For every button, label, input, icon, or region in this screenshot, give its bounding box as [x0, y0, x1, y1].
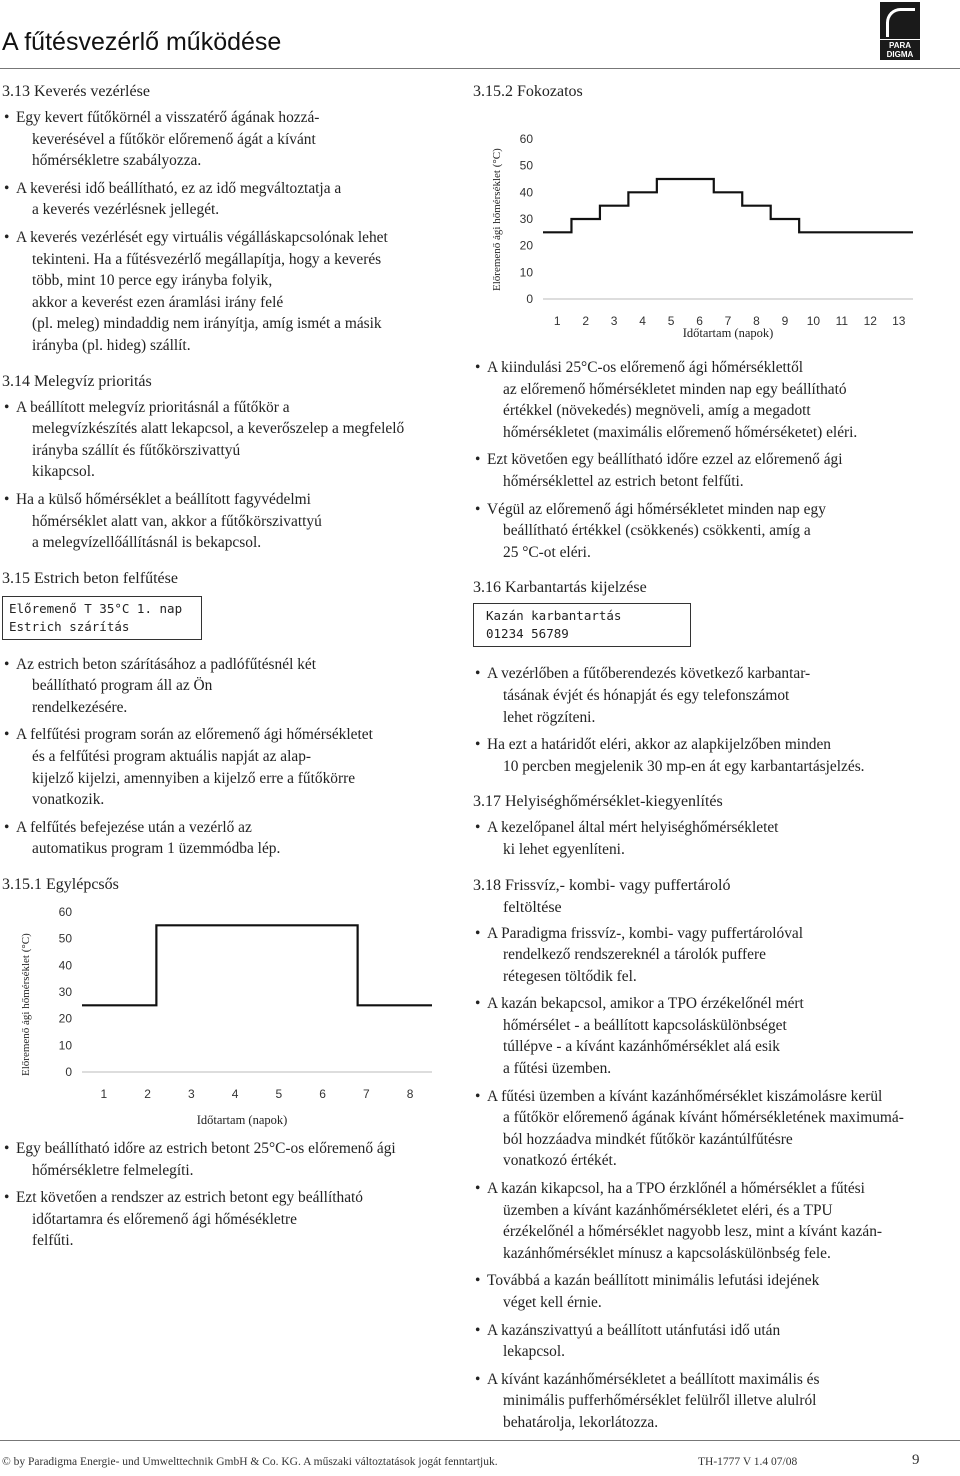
x-tick-label: 6	[696, 314, 703, 327]
list-item-line: beállítható értékkel (csökkenés) csökkenti, amíg a	[503, 522, 811, 540]
section-3-18-title: 3.18 Frissvíz,- kombi- vagy puffertároló feltöltése	[473, 876, 731, 916]
x-tick-label: 2	[582, 314, 590, 327]
display-line-2: 01234 56789	[486, 626, 569, 642]
list-item-line: időtartamra és előremenő ági hőmésékletre	[32, 1210, 297, 1228]
list-item-line: a fűtési üzemben.	[503, 1060, 612, 1078]
chart-egylepcsos	[2, 896, 442, 1132]
section-3-17-list	[473, 817, 923, 860]
x-tick-label: 10	[806, 314, 821, 327]
y-tick-label: 10	[519, 265, 533, 280]
list-item	[2, 227, 460, 357]
section-3-15-1-list	[2, 1138, 460, 1252]
list-item	[473, 663, 923, 728]
series-line	[543, 179, 913, 232]
list-item-line: • Egy beállítható időre az estrich betont 25°C-os előremenő ági	[16, 1140, 396, 1158]
x-tick-label: 9	[781, 314, 789, 327]
list-item-line: minimális pufferhőmérséklet felülről illetve alulról	[503, 1392, 817, 1410]
list-item-line: • Egy kevert fűtőkörnél a visszatérő ágának hozzá-	[16, 109, 320, 126]
list-item-line: hőmérséklet alatt van, akkor a fűtőkörszivattyú	[32, 512, 322, 530]
x-tick-label: 5	[275, 1087, 283, 1102]
list-item	[473, 1320, 923, 1363]
list-item-line: hőmérsékletet (maximális előremenő hőmérséketet) eléri.	[503, 423, 858, 441]
list-item-line: behatárolja, lekorlátozza.	[503, 1413, 659, 1431]
x-tick-label: 13	[892, 314, 906, 327]
list-item-line: a melegvízellőállításnál is bekapcsol.	[32, 534, 262, 552]
section-3-18-list	[473, 923, 923, 1434]
list-item-line: 25 °C-ot eléri.	[503, 543, 591, 561]
list-item	[2, 654, 460, 719]
list-item-line: • A Paradigma frissvíz-, kombi- vagy puffertárolóval	[487, 924, 803, 942]
x-tick-label: 3	[610, 314, 618, 327]
x-tick-label: 5	[667, 314, 675, 327]
list-item	[2, 178, 460, 221]
chart-fokozatos-plot	[473, 103, 923, 327]
list-item	[473, 499, 923, 564]
x-tick-label: 4	[231, 1087, 239, 1102]
list-item-line: • Az estrich beton szárításához a padlófűtésnél két	[16, 655, 316, 673]
list-item-line: melegvízkészítés alatt lekapcsol, a keverőszelep a megfelelő	[32, 420, 405, 438]
list-item-line: (pl. meleg) mindaddig nem irányítja, amíg ismét a másik	[32, 315, 382, 333]
list-item-line: • A beállított melegvíz prioritásnál a fűtőkör a	[16, 398, 290, 416]
section-3-15-2-list	[473, 357, 923, 563]
list-item-line: tekinteni. Ha a fűtésvezérlő megállapítja, hogy a keverés	[32, 250, 382, 268]
list-item	[473, 923, 923, 988]
list-item-line: 10 percben megjelenik 30 mp-en át egy karbantartásjelzés.	[503, 757, 865, 775]
list-item-line: értékkel (növekedés) megnöveli, amíg a megadott	[503, 402, 811, 420]
list-item	[473, 1270, 923, 1313]
section-3-14-title: 3.14 Melegvíz prioritás	[2, 372, 152, 390]
chart-egylepcsos-plot	[2, 896, 442, 1106]
list-item-line: • Ezt követően egy beállítható időre ezzel az előremenő ági	[487, 451, 843, 469]
chart-fokozatos	[473, 103, 923, 349]
list-item-line: • Ezt követően a rendszer az estrich betont egy beállítható	[16, 1189, 363, 1207]
section-3-13-list	[2, 107, 460, 357]
list-item-line: kikapcsol.	[32, 463, 95, 481]
list-item-line: beállítható program áll az Ön	[32, 677, 213, 695]
list-item	[2, 107, 460, 172]
list-item-line: • A kazán kikapcsol, ha a TPO érzklőnél a hőmérséklet a fűtési	[487, 1180, 865, 1198]
list-item-line: tásának évjét és hónapját és egy telefonszámot	[503, 686, 790, 704]
display-line-2: Estrich szárítás	[9, 618, 130, 634]
list-item-line: rendelkező rendszereknél a tárolók puffere	[503, 946, 766, 964]
chart-fokozatos-ylabel: Előremenő ági hőmérséklet (°C)	[491, 148, 503, 291]
y-tick-label: 20	[519, 238, 533, 253]
chart-egylepcsos-ylabel: Előremenő ági hőmérséklet (°C)	[20, 933, 32, 1077]
list-item-line: túllépve - a kívánt kazánhőmérséklet alá esik	[503, 1038, 780, 1056]
paradigma-logo	[880, 2, 920, 60]
chart-egylepcsos-xlabel: Időtartam (napok)	[196, 1113, 288, 1128]
list-item-line: lekapcsol.	[503, 1343, 565, 1361]
x-tick-label: 1	[553, 314, 561, 327]
list-item-line: véget kell érnie.	[503, 1294, 602, 1311]
list-item-line: és a felfűtési program aktuális napját az alap-	[32, 748, 312, 766]
footer-page-number: 9	[912, 1452, 920, 1468]
x-tick-label: 8	[753, 314, 760, 327]
list-item-line: • A vezérlőben a fűtőberendezés következő karbantar-	[487, 665, 811, 683]
footer-copyright: © by Paradigma Energie- und Umwelttechnik GmbH & Co. KG. A műszaki változtatások jogát fenntartjuk.	[2, 1456, 498, 1468]
list-item-line: kazánhőmérséklet mínusz a kapcsoláskülönbség fele.	[503, 1244, 831, 1262]
y-tick-label: 10	[58, 1038, 72, 1053]
list-item-line: vonatkozó értékét.	[503, 1152, 617, 1170]
list-item-line: irányba (pl. hideg) szállít.	[32, 336, 191, 354]
x-tick-label: 2	[144, 1087, 151, 1102]
section-3-14-list	[2, 397, 460, 554]
list-item-line: ki lehet egyenlíteni.	[503, 840, 625, 858]
section-3-15-2-title: 3.15.2 Fokozatos	[473, 83, 583, 100]
list-item-line: • A kazánszivattyú a beállított utánfutási idő után	[487, 1321, 781, 1339]
y-tick-label: 30	[58, 985, 72, 1000]
list-item-line: • A kívánt kazánhőmérsékletet a beállított maximális és	[487, 1370, 820, 1388]
list-item	[2, 397, 460, 483]
y-tick-label: 0	[526, 292, 533, 306]
list-item-line: • Ha ezt a határidőt eléri, akkor az alapkijelzőben minden	[487, 736, 831, 754]
list-item-line: akkor a keverést ezen áramlási irány felé	[32, 293, 284, 311]
list-item-line: a fűtőkör előremenő ágának kívánt hőmérsékletének maximumá-	[503, 1109, 904, 1127]
y-tick-label: 40	[519, 185, 533, 200]
logo-text: PARA DIGMA	[880, 40, 920, 60]
section-3-16-title: 3.16 Karbantartás kijelzése	[473, 579, 647, 597]
list-item-line: • A felfűtés befejezése után a vezérlő az	[16, 818, 252, 836]
list-item-line: • Továbbá a kazán beállított minimális lefutási idejének	[487, 1272, 820, 1290]
list-item-line: • A kezelőpanel által mért helyiséghőmérsékletet	[487, 819, 779, 837]
x-tick-label: 1	[100, 1087, 108, 1102]
list-item-line: • A kazán bekapcsol, amikor a TPO érzékelőnél mért	[487, 995, 804, 1013]
x-tick-label: 3	[188, 1087, 195, 1102]
list-item-line: érzékelőnél a hőmérséklet nagyobb lesz, mint a kívánt kazán-	[503, 1223, 883, 1241]
display-line-1: Előremenő T 35°C 1. nap	[9, 600, 183, 616]
y-tick-label: 60	[58, 905, 72, 920]
list-item-line: több, mint 10 perce egy irányba folyik,	[32, 272, 273, 290]
section-3-15-title: 3.15 Estrich beton felfűtése	[2, 569, 178, 587]
y-tick-label: 30	[519, 212, 533, 226]
page-title: A fűtésvezérlő működése	[2, 28, 282, 56]
maintenance-display	[473, 603, 691, 647]
x-tick-label: 12	[863, 314, 877, 327]
left-column	[2, 81, 460, 1258]
list-item-line: • A kiindulási 25°C-os előremenő ági hőmérséklettől	[487, 359, 804, 376]
list-item-line: kijelző kijelzi, amennyiben a kijelző erre a fűtőkörre	[32, 769, 356, 787]
section-3-15-1-title: 3.15.1 Egylépcsős	[2, 876, 119, 894]
y-tick-label: 0	[65, 1065, 72, 1080]
section-3-15-list	[2, 654, 460, 860]
x-tick-label: 4	[639, 314, 646, 327]
x-tick-label: 6	[319, 1087, 326, 1102]
list-item-line: hőmérsékletre szabályozza.	[32, 152, 202, 170]
list-item-line: • A fűtési üzemben a kívánt kazánhőmérséklet kiszámolásre kerül	[487, 1087, 883, 1105]
list-item	[473, 1178, 923, 1264]
list-item	[473, 357, 923, 443]
list-item-line: hőmérséklettel az estrich betont felfűti.	[503, 472, 744, 490]
list-item	[473, 993, 923, 1079]
list-item-line: az előremenő hőmérsékletet minden nap egy beállítható	[503, 380, 847, 398]
list-item-line: üzemben a kívánt kazánhőmérsékletet eléri, és a TPU	[503, 1201, 833, 1219]
list-item-line: ból hozzáadva mindkét fűtőkör kazántúlfűtésre	[503, 1130, 793, 1148]
list-item-line: • A felfűtési program során az előremenő ági hőmérsékletet	[16, 726, 373, 744]
footer-divider	[0, 1440, 960, 1441]
x-tick-label: 7	[724, 314, 732, 327]
x-tick-label: 8	[406, 1087, 414, 1102]
list-item-line: • Ha a külső hőmérséklet a beállított fagyvédelmi	[16, 490, 311, 508]
list-item-line: rendelkezésére.	[32, 698, 128, 716]
list-item	[2, 489, 460, 554]
list-item	[2, 1138, 460, 1181]
list-item-line: • A keverés vezérlését egy virtuális végálláskapcsolónak lehet	[16, 228, 388, 246]
y-tick-label: 60	[519, 132, 533, 146]
series-line	[82, 925, 432, 1005]
x-tick-label: 11	[835, 314, 849, 327]
list-item-line: • A keverési idő beállítható, ez az idő megváltoztatja a	[16, 179, 342, 197]
list-item-line: automatikus program 1 üzemmódba lép.	[32, 840, 281, 858]
list-item	[2, 1187, 460, 1252]
section-3-16-list	[473, 663, 923, 777]
right-column	[473, 81, 923, 1440]
list-item	[2, 724, 460, 810]
list-item	[473, 817, 923, 860]
list-item	[473, 734, 923, 777]
list-item-line: rétegesen töltődik fel.	[503, 967, 637, 985]
list-item-line: • Végül az előremenő ági hőmérsékletet minden nap egy	[487, 500, 826, 518]
list-item-line: lehet rögzíteni.	[503, 708, 596, 726]
chart-fokozatos-xlabel: Időtartam (napok)	[682, 326, 774, 340]
display-line-1: Kazán karbantartás	[486, 608, 622, 624]
estrich-display	[2, 596, 202, 640]
logo-mark-icon	[880, 2, 920, 39]
y-tick-label: 50	[519, 158, 533, 173]
y-tick-label: 50	[58, 931, 72, 946]
list-item-line: irányba szállít és fűtőkörszivattyú	[32, 441, 241, 459]
list-item-line: hőmérsékletre felmelegíti.	[32, 1161, 194, 1179]
header-divider	[0, 68, 960, 69]
list-item-line: a keverés vezérlésnek jellegét.	[32, 201, 220, 219]
list-item-line: felfűti.	[32, 1232, 74, 1250]
y-tick-label: 40	[58, 958, 72, 973]
section-3-17-title: 3.17 Helyiséghőmérséklet-kiegyenlítés	[473, 793, 723, 811]
list-item-line: hőmérsélet - a beállított kapcsoláskülönbséget	[503, 1016, 787, 1034]
list-item-line: keverésével a fűtőkör előremenő ágát a kívánt	[32, 130, 316, 148]
x-tick-label: 7	[363, 1087, 370, 1102]
list-item	[2, 817, 460, 860]
list-item	[473, 1369, 923, 1434]
list-item-line: vonatkozik.	[32, 791, 105, 809]
list-item	[473, 1086, 923, 1172]
footer-doc-id: TH-1777 V 1.4 07/08	[698, 1456, 798, 1468]
list-item	[473, 449, 923, 492]
y-tick-label: 20	[58, 1011, 72, 1026]
section-3-13-title: 3.13 Keverés vezérlése	[2, 83, 150, 100]
